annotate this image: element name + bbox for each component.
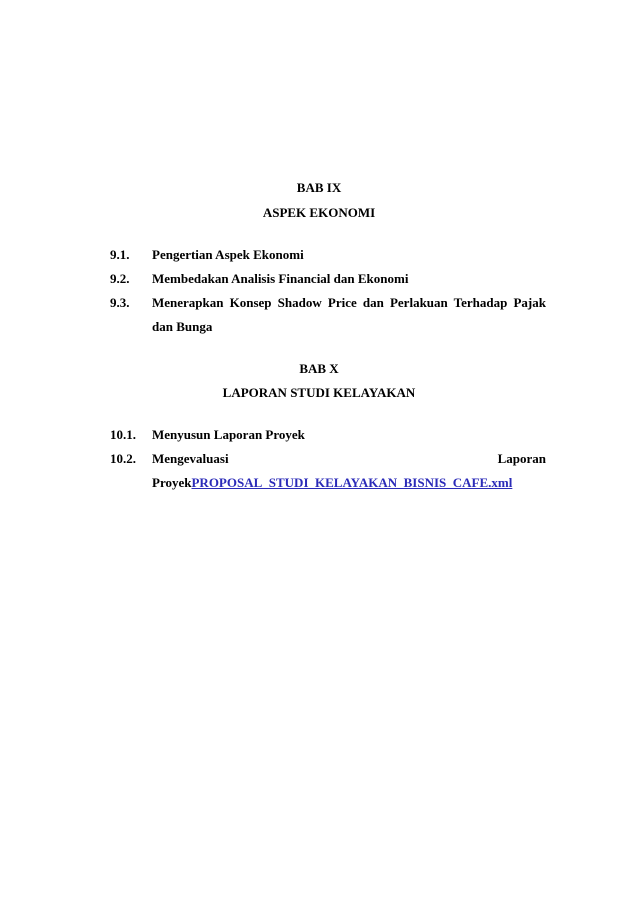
item-number: 9.2. xyxy=(110,271,130,286)
continuation-prefix: Proyek xyxy=(152,475,192,490)
chapter-9-number: BAB IX xyxy=(296,180,342,195)
item-number: 9.3. xyxy=(110,295,130,310)
item-text: Menerapkan Konsep Shadow Price dan Perlakuan Terhadap Pajak xyxy=(152,295,546,310)
chapter-10-title: LAPORAN STUDI KELAYAKAN xyxy=(222,385,416,400)
item-number: 10.2. xyxy=(110,451,136,466)
list-item-10-2-continuation xyxy=(152,475,512,491)
item-number: 10.1. xyxy=(110,427,136,442)
item-text-right: Laporan xyxy=(497,451,546,466)
chapter-10-number: BAB X xyxy=(299,361,339,376)
chapter-9-title: ASPEK EKONOMI xyxy=(262,205,376,220)
item-text: Membedakan Analisis Financial dan Ekonomi xyxy=(152,271,409,286)
item-text: Mengevaluasi xyxy=(152,451,229,466)
item-text: Pengertian Aspek Ekonomi xyxy=(152,247,304,262)
item-text: Menyusun Laporan Proyek xyxy=(152,427,305,442)
file-link[interactable]: PROPOSAL_STUDI_KELAYAKAN_BISNIS_CAFE.xml xyxy=(191,475,513,490)
list-item-9-3-continuation: dan Bunga xyxy=(152,319,213,334)
item-number: 9.1. xyxy=(110,247,130,262)
